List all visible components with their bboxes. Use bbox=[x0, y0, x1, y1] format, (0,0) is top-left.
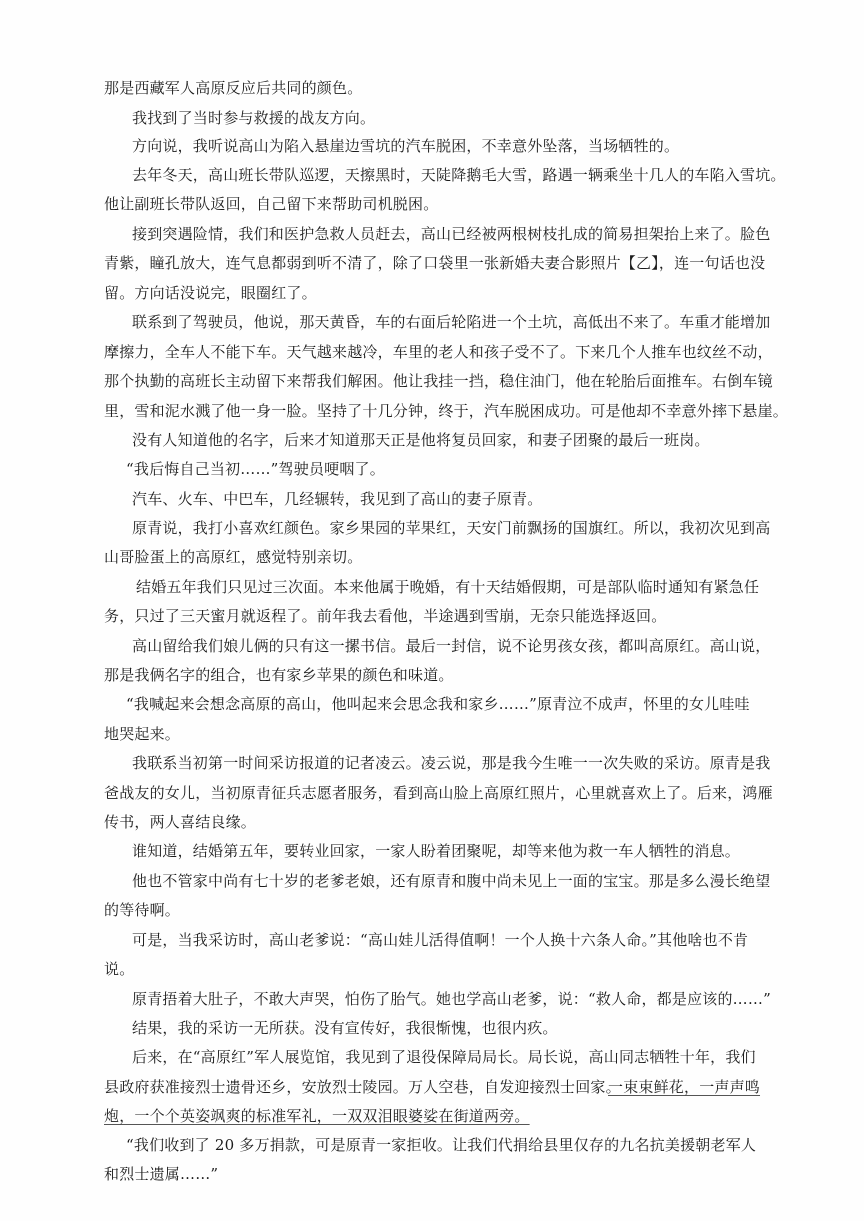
text-line: 后来，在“高原红”军人展览馆，我见到了退役保障局局长。局长说，高山同志牺牲十年，我们 bbox=[132, 1048, 756, 1066]
text-line: 摩擦力，全车人不能下车。天气越来越冷，车里的老人和孩子受不了。下来几个人推车也纹丝不动， bbox=[104, 343, 773, 361]
text-line: 县政府获准接烈士遗骨还乡，安放烈士陵园。万人空巷，自发迎接烈士回家。 bbox=[104, 1078, 621, 1096]
text-line: 他也不管家中尚有七十岁的老爹老娘，还有原青和腹中尚未见上一面的宝宝。那是多么漫长绝望 bbox=[132, 872, 771, 890]
text-line: 爸战友的女儿，当初原青征兵志愿者服务，看到高山脸上高原红照片，心里就喜欢上了。后来，鸿雁 bbox=[104, 784, 773, 802]
text-line: 说。 bbox=[104, 960, 135, 978]
text-line: 谁知道，结婚第五年，要转业回家，一家人盼着团聚呢，却等来他为救一车人牺牲的消息。 bbox=[132, 842, 741, 860]
text-line: 留。方向话没说完，眼圈红了。 bbox=[104, 284, 317, 302]
text-line: 山哥脸蛋上的高原红，感觉特别亲切。 bbox=[104, 548, 363, 566]
text-line: 去年冬天，高山班长带队巡逻，天擦黑时，天陡降鹅毛大雪，路遇一辆乘坐十几人的车陷入雪坑。 bbox=[132, 166, 786, 184]
text-line: 我联系当初第一时间采访报道的记者凌云。凌云说，那是我今生唯一一次失败的采访。原青是我 bbox=[132, 754, 771, 772]
text-line: 地哭起来。 bbox=[104, 725, 181, 743]
text-line: 接到突遇险情，我们和医护急救人员赶去，高山已经被两根树枝扎成的简易担架抬上来了。脸色 bbox=[132, 225, 771, 243]
text-line: 那个执勤的高班长主动留下来帮我们解困。他让我挂一挡，稳住油门，他在轮胎后面推车。右倒车镜 bbox=[104, 372, 773, 390]
text-line: 那是我俩名字的组合，也有家乡苹果的颜色和味道。 bbox=[104, 666, 454, 684]
text-line: 传书，两人喜结良缘。 bbox=[104, 813, 257, 831]
text-line: 的等待啊。 bbox=[104, 901, 181, 919]
text-line: 他让副班长带队返回，自己留下来帮助司机脱困。 bbox=[104, 195, 439, 213]
text-line: 高山留给我们娘儿俩的只有这一摞书信。最后一封信，说不论男孩女孩，都叫高原红。高山说， bbox=[132, 637, 771, 655]
text-line: “我后悔自己当初……”驾驶员哽咽了。 bbox=[126, 460, 385, 478]
text-line: 结果，我的采访一无所获。没有宣传好，我很惭愧，也很内疚。 bbox=[132, 1019, 558, 1037]
text-line: 原青说，我打小喜欢红颜色。家乡果园的苹果红，天安门前飘扬的国旗红。所以，我初次见到高 bbox=[132, 519, 771, 537]
text-line: 那是西藏军人高原反应后共同的颜色。 bbox=[104, 79, 363, 97]
text-line: 我找到了当时参与救援的战友方向。 bbox=[132, 109, 376, 127]
underlined-text: 一束束鲜花，一声声鸣 bbox=[608, 1078, 761, 1096]
underlined-text: 炮，一个个英姿飒爽的标准军礼，一双双泪眼婆娑在街道两旁。 bbox=[104, 1107, 530, 1125]
text-line: 结婚五年我们只见过三次面。本来他属于晚婚，有十天结婚假期，可是部队临时通知有紧急任 bbox=[136, 578, 760, 596]
text-line: 联系到了驾驶员，他说，那天黄昏，车的右面后轮陷进一个土坑，高低出不来了。车重才能增加 bbox=[132, 313, 771, 331]
text-line: 方向说，我听说高山为陷入悬崖边雪坑的汽车脱困，不幸意外坠落，当场牺牲的。 bbox=[132, 137, 680, 155]
text-line: 青紫，瞳孔放大，连气息都弱到听不清了，除了口袋里一张新婚夫妻合影照片【乙】，连一句话也没 bbox=[104, 254, 766, 272]
text-line: 和烈士遗属……” bbox=[104, 1165, 219, 1183]
text-line: 务，只过了三天蜜月就返程了。前年我去看他，半途遇到雪崩，无奈只能选择返回。 bbox=[104, 607, 667, 625]
text-line: 里，雪和泥水溅了他一身一脸。坚持了十几分钟，终于，汽车脱困成功。可是他却不幸意外摔下悬崖。 bbox=[104, 402, 789, 420]
text-line: 原青捂着大肚子，不敢大声哭，怕伤了胎气。她也学高山老爹，说：“救人命，都是应该的……” bbox=[132, 990, 771, 1008]
text-line: 可是，当我采访时，高山老爹说：“高山娃儿活得值啊！一个人换十六条人命。”其他啥也不肯 bbox=[132, 931, 749, 949]
text-line: “我们收到了 20 多万捐款，可是原青一家拒收。让我们代捐给县里仅存的九名抗美援朝老军人 bbox=[126, 1136, 757, 1154]
text-line: 没有人知道他的名字，后来才知道那天正是他将复员回家，和妻子团聚的最后一班岗。 bbox=[132, 431, 710, 449]
text-line: “我喊起来会想念高原的高山，他叫起来会思念我和家乡……”原青泣不成声，怀里的女儿哇哇 bbox=[126, 695, 750, 713]
text-line: 汽车、火车、中巴车，几经辗转，我见到了高山的妻子原青。 bbox=[132, 490, 543, 508]
